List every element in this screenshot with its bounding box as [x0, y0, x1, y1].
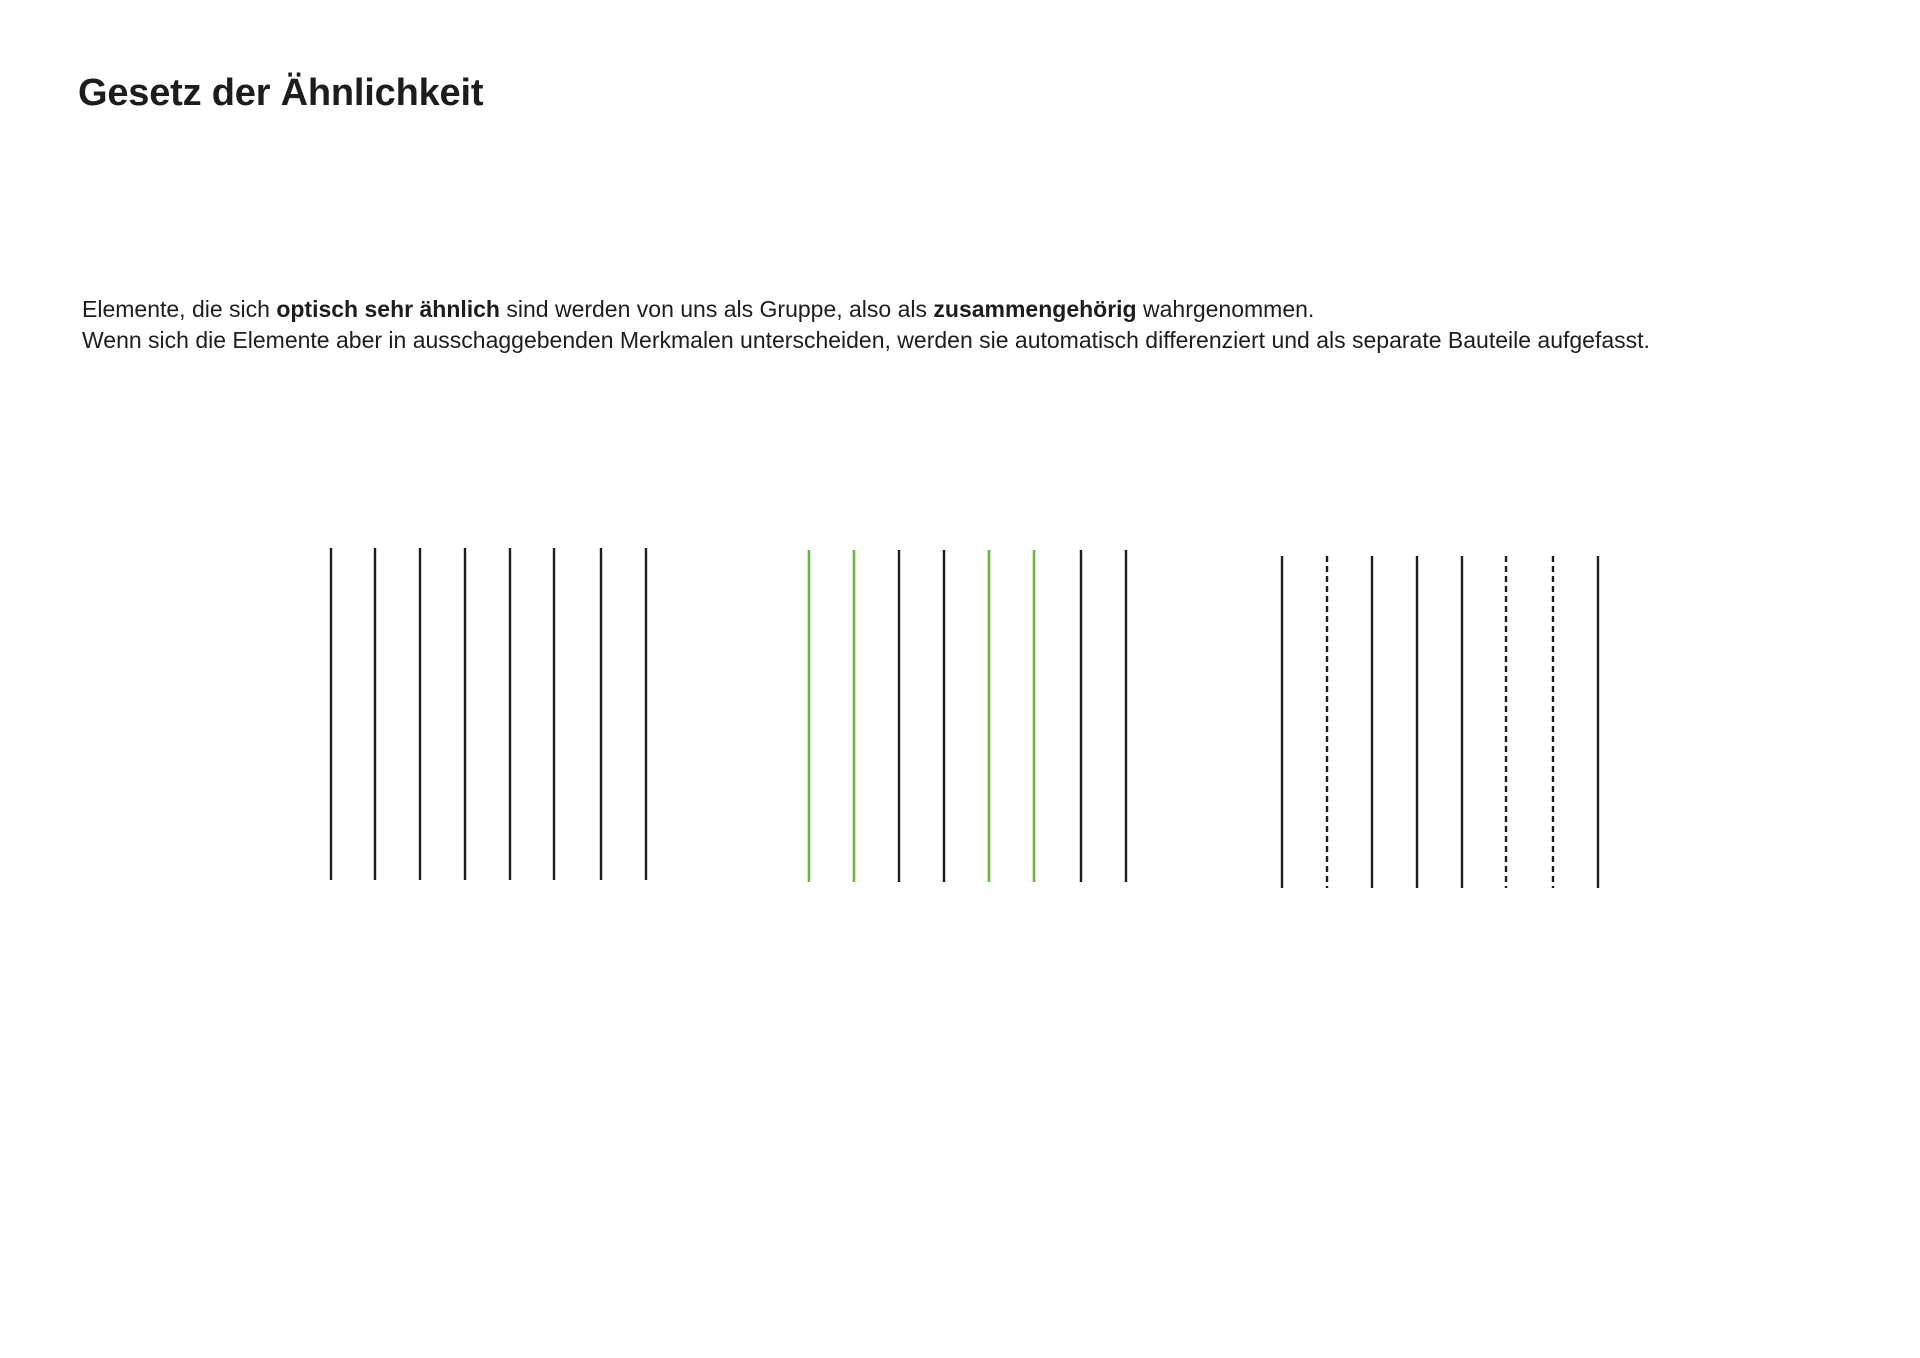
- line-group-uniform: [331, 548, 646, 880]
- page-title: Gesetz der Ähnlichkeit: [78, 72, 484, 114]
- description-line-2: Wenn sich die Elemente aber in ausschaggebenden Merkmalen unterscheiden, werden sie automatisch differenziert und als separate Bauteile aufgefasst.: [82, 327, 1650, 353]
- line-group-dashed: [1282, 556, 1598, 888]
- description-text: wahrgenommen.: [1136, 296, 1315, 322]
- description-emphasis: optisch sehr ähnlich: [276, 296, 500, 322]
- description-text: sind werden von uns als Gruppe, also als: [499, 296, 934, 322]
- description-text: Elemente, die sich: [82, 296, 277, 322]
- description-emphasis: zusammengehörig: [933, 296, 1137, 322]
- line-group-color: [809, 550, 1126, 882]
